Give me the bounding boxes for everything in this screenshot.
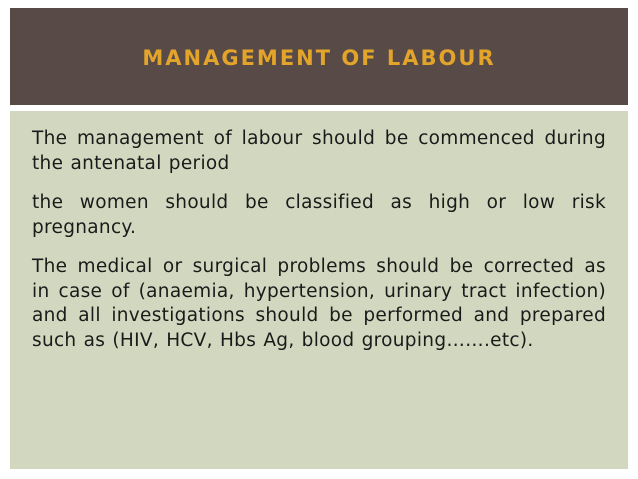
slide-title: MANAGEMENT OF LABOUR — [142, 45, 496, 70]
paragraph-risk-classification: the women should be classified as high or low risk pregnancy. — [32, 192, 606, 238]
paragraph-antenatal: The management of labour should be commenced during the antenatal period — [32, 128, 606, 174]
title-bar — [10, 8, 628, 105]
paragraph-medical-problems: The medical or surgical problems should be corrected as in case of (anaemia, hypertension, urinary tract infection) and all investigations should be performed and prepared such as (HIV, HCV, Hbs Ag, blood grouping…….etc). — [32, 256, 606, 351]
content-panel — [10, 111, 628, 469]
